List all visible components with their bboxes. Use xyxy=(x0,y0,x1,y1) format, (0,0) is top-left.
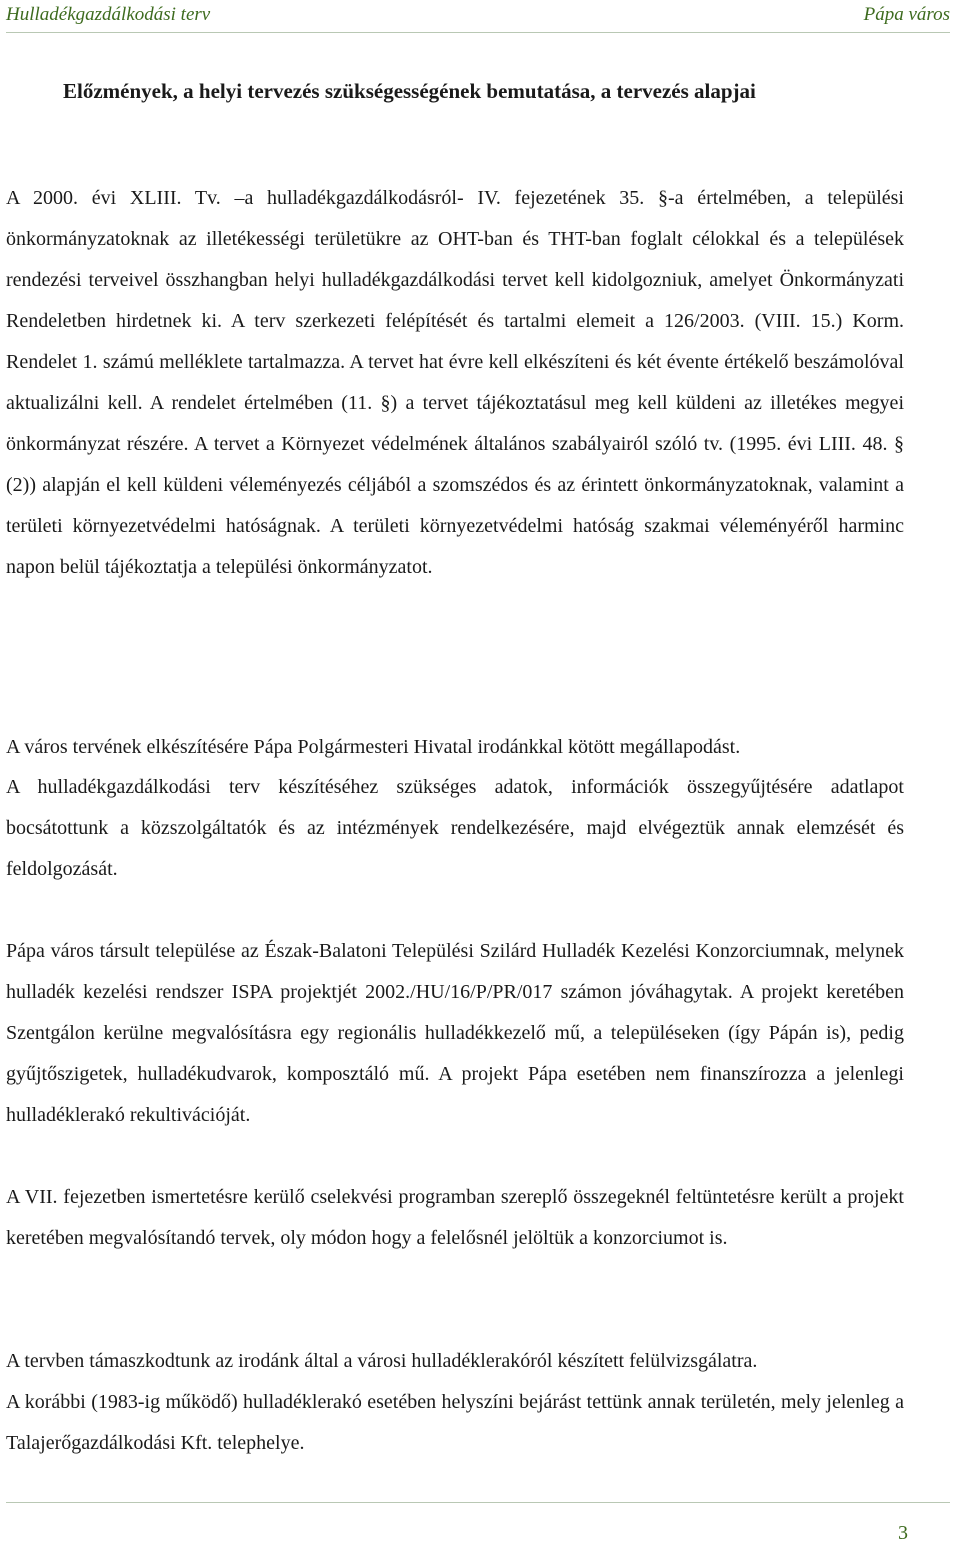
footer-divider xyxy=(6,1502,950,1503)
paragraph-data-collection: A hulladékgazdálkodási terv készítéséhez szükséges adatok, információk összegyűjtésére adatlapot bocsátottunk a közszolgáltatók és az intézmények rendelkezésére, majd elvégeztük annak elemzését és feldolgozását. xyxy=(6,776,904,880)
section-heading: Előzmények, a helyi tervezés szükségességének bemutatása, a tervezés alapjai xyxy=(63,79,756,103)
paragraph-legal-background: A 2000. évi XLIII. Tv. –a hulladékgazdálkodásról- IV. fejezetének 35. §-a értelmében, a települési önkormányzatoknak az illetékességi területükre az OHT-ban és THT-ban foglalt célokkal és a települések rendezési terveivel összhangban helyi hulladékgazdálkodási tervet kell kidolgozniuk, amelyet Önkormányzati Rendeletben hirdetnek ki. A terv szerkezeti felépítését és tartalmi elemeit a 126/2003. (VIII. 15.) Korm. Rendelet 1. számú melléklete tartalmazza. A tervet hat évre kell elkészíteni és két évente értékelő beszámolóval aktualizálni kell. A rendelet értelmében (11. §) a tervet tájékoztatásul meg kell küldeni az illetékes megyei önkormányzat részére. A tervet a Környezet védelmének általános szabályairól szóló tv. (1995. évi LIII. 48. § (2)) alapján el kell küldeni véleményezés céljából a szomszédos és az érintett önkormányzatoknak, valamint a területi környezetvédelmi hatóságnak. A területi környezetvédelmi hatóság szakmai véleményéről harminc napon belül tájékoztatja a települési önkormányzatot. xyxy=(6,187,904,578)
paragraph-action-program: A VII. fejezetben ismertetésre kerülő cselekvési programban szereplő összegeknél feltüntetésre került a projekt keretében megvalósítandó tervek, oly módon hogy a felelősnél jelöltük a konzorciumot is. xyxy=(6,1186,904,1249)
paragraph-agreement: A város tervének elkészítésére Pápa Polgármesteri Hivatal irodánkkal kötött megállapodást. xyxy=(6,736,741,758)
paragraph-former-landfill: A korábbi (1983-ig működő) hulladéklerakó esetében helyszíni bejárást tettünk annak területén, mely jelenleg a Talajerőgazdálkodási Kft. telephelye. xyxy=(6,1391,904,1454)
header-city-name: Pápa város xyxy=(863,4,950,25)
paragraph-consortium: Pápa város társult települése az Észak-Balatoni Települési Szilárd Hulladék Kezelési Konzorciumnak, melynek hulladék kezelési rendszer ISPA projektjét 2002./HU/16/P/PR/017 számon jóváhagytak. A projekt keretében Szentgálon kerülne megvalósításra egy regionális hulladékkezelő mű, a településeken (így Pápán is), pedig gyűjtőszigetek, hulladékudvarok, komposztáló mű. A projekt Pápa esetében nem finanszírozza a jelenlegi hulladéklerakó rekultivációját. xyxy=(6,940,904,1126)
page-number: 3 xyxy=(898,1522,908,1544)
paragraph-landfill-review: A tervben támaszkodtunk az irodánk által a városi hulladéklerakóról készített felülvizsgálatra. xyxy=(6,1350,758,1372)
header-document-title: Hulladékgazdálkodási terv xyxy=(6,4,211,25)
running-header xyxy=(6,4,950,33)
